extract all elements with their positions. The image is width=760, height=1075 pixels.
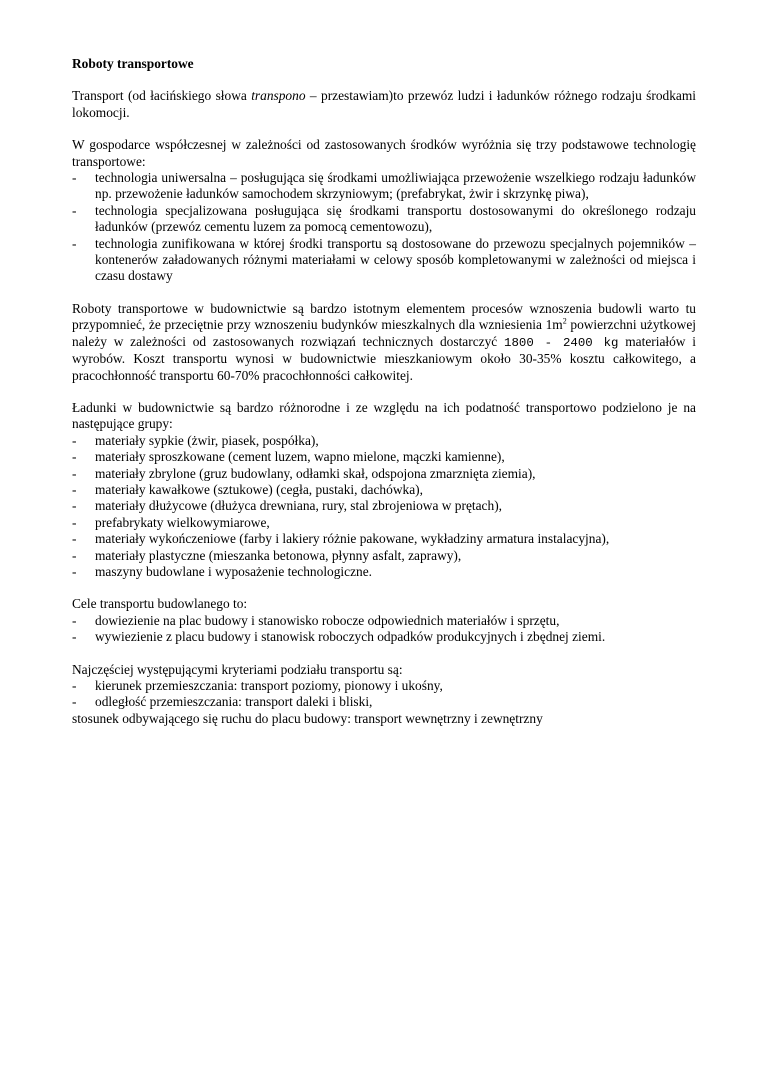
bullet-dash: - <box>72 563 77 579</box>
bullet-dash: - <box>72 629 77 645</box>
list-item <box>72 236 696 285</box>
list-item <box>72 531 696 547</box>
latin-term: transpono <box>251 88 306 104</box>
bullet-dash: - <box>72 498 77 514</box>
list-item <box>72 515 696 531</box>
list-item-text: dowiezienie na plac budowy i stanowisko robocze odpowiednich materiałów i sprzętu, <box>95 612 560 628</box>
importance-text-a: Roboty transportowe w budownictwie są bardzo istotnym elementem procesów wznoszenia budowli warto tu przypomnieć, że przeciętnie przy wznoszeniu budynków mieszkalnych dla wzniesienia 1m <box>72 300 696 333</box>
bullet-dash: - <box>72 170 77 186</box>
list-item-text: maszyny budowlane i wyposażenie technologiczne. <box>95 563 373 579</box>
importance-paragraph <box>72 301 696 384</box>
cargo-groups-list <box>72 433 696 581</box>
list-item <box>72 629 696 645</box>
bullet-dash: - <box>72 531 77 547</box>
definition-text-end: – przestawiam)to przewóz ludzi i ładunków różnego rodzaju środkami lokomocji. <box>72 88 696 120</box>
criteria-list <box>72 678 696 711</box>
list-item <box>72 466 696 482</box>
goals-intro: Cele transportu budowlanego to: <box>72 596 248 612</box>
bullet-dash: - <box>72 432 77 448</box>
bullet-dash: - <box>72 465 77 481</box>
list-item <box>72 678 696 694</box>
definition-text-start: Transport (od łacińskiego słowa <box>72 88 252 104</box>
list-item <box>72 694 696 710</box>
bullet-dash: - <box>72 235 77 251</box>
list-item-text: technologia specjalizowana posługująca się środkami transportu dostosowanymi do określonego rodzaju ładunków (przewóz cementu luzem za pomocą cementowozu), <box>95 202 696 235</box>
bullet-dash: - <box>72 678 77 693</box>
bullet-dash: - <box>72 514 77 530</box>
list-item-text: materiały dłużycowe (dłużyca drewniana, rury, stal zbrojeniowa w prętach), <box>95 498 502 514</box>
goals-list <box>72 613 696 646</box>
bullet-dash: - <box>72 547 77 563</box>
bullet-dash: - <box>72 449 77 465</box>
list-item <box>72 613 696 629</box>
list-item-text: technologia zunifikowana w której środki transportu są dostosowane do przewozu specjalnych pojemników – kontenerów załadowanych różnymi materiałami w celowy sposób kompletowanymi w zależności od miejsca i czasu dostawy <box>95 235 696 284</box>
document-page <box>72 56 696 727</box>
document-title: Roboty transportowe <box>72 56 194 71</box>
importance-text-c: materiałów i wyrobów. Koszt transportu wynosi w budownictwie mieszkaniowym około 30-35% kosztu całkowitego, a pracochłonność transportu 60-70% pracochłonności całkowitej. <box>72 333 696 383</box>
list-item <box>72 564 696 580</box>
technologies-intro: W gospodarce współczesnej w zależności od zastosowanych środków wyróżnia się trzy podstawowe technologię transportowe: <box>72 137 696 169</box>
list-item <box>72 449 696 465</box>
mass-range: 1800 - 2400 kg <box>504 335 619 350</box>
list-item-text: materiały kawałkowe (sztukowe) (cegła, pustaki, dachówka), <box>95 481 423 497</box>
criteria-last-line: stosunek odbywającego się ruchu do placu budowy: transport wewnętrzny i zewnętrzny <box>72 710 543 726</box>
list-item-text: kierunek przemieszczania: transport poziomy, pionowy i ukośny, <box>95 678 443 693</box>
list-item-text: prefabrykaty wielkowymiarowe, <box>95 514 270 530</box>
list-item <box>72 203 696 236</box>
list-item <box>72 433 696 449</box>
list-item-text: technologia uniwersalna – posługująca się środkami umożliwiająca przewożenie wszelkiego rodzaju ładunków np. przewożenie ładunków samochodem skrzyniowym; (prefabrykat, żwir i skrzynkę piwa), <box>95 170 696 202</box>
technologies-list <box>72 170 696 285</box>
list-item <box>72 548 696 564</box>
list-item-text: materiały plastyczne (mieszanka betonowa, płynny asfalt, zaprawy), <box>95 547 462 563</box>
cargo-groups-intro: Ładunki w budownictwie są bardzo różnorodne i ze względu na ich podatność transportowo podzielono je na następujące grupy: <box>72 399 696 432</box>
list-item-text: wywiezienie z placu budowy i stanowisk roboczych odpadków produkcyjnych i zbędnej ziemi. <box>95 629 606 645</box>
list-item-text: materiały sypkie (żwir, piasek, pospółka), <box>95 432 319 448</box>
list-item <box>72 482 696 498</box>
bullet-dash: - <box>72 481 77 497</box>
list-item-text: materiały wykończeniowe (farby i lakiery różnie pakowane, wykładziny armatura instalacyjna), <box>95 531 610 547</box>
list-item-text: materiały zbrylone (gruz budowlany, odłamki skał, odspojona zmarznięta ziemia), <box>95 465 536 481</box>
transport-definition-paragraph <box>72 88 696 121</box>
list-item-text: odległość przemieszczania: transport daleki i bliski, <box>95 694 373 710</box>
list-item <box>72 498 696 514</box>
area-superscript: 2 <box>562 316 567 326</box>
list-item <box>72 170 696 203</box>
bullet-dash: - <box>72 694 77 710</box>
bullet-dash: - <box>72 612 77 628</box>
importance-text-b: powierzchni użytkowej należy w zależności od zastosowanych rozwiązań technicznych dostarczyć <box>72 317 696 349</box>
bullet-dash: - <box>72 202 77 218</box>
list-item-text: materiały sproszkowane (cement luzem, wapno mielone, mączki kamienne), <box>95 449 505 465</box>
criteria-intro: Najczęściej występującymi kryteriami podziału transportu są: <box>72 661 403 677</box>
